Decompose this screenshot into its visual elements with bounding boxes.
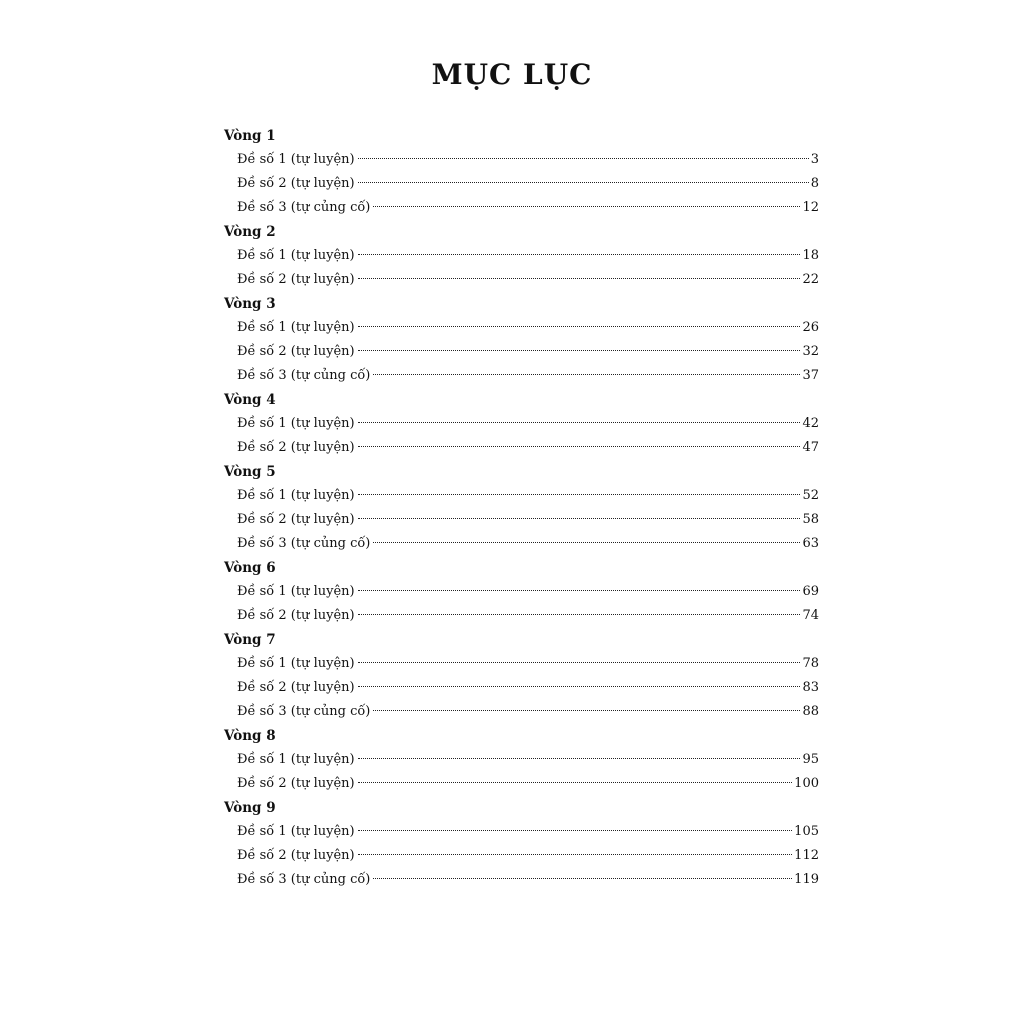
toc-entry[interactable] [224,412,819,436]
toc-entry-label: Đề số 1 (tự luyện) [237,824,355,839]
round-section [224,724,819,796]
toc-entry-page-number: 83 [802,680,819,695]
toc-entry-label: Đề số 1 (tự luyện) [237,320,355,335]
round-heading: Vòng 3 [224,296,276,312]
dot-leader [358,854,793,855]
dot-leader [358,518,801,519]
toc-entry-label: Đề số 2 (tự luyện) [237,776,355,791]
dot-leader [358,662,801,663]
toc-entry-label: Đề số 2 (tự luyện) [237,344,355,359]
dot-leader [358,782,793,783]
toc-entry-page-number: 22 [802,272,819,287]
toc-entry-label: Đề số 1 (tự luyện) [237,488,355,503]
round-section [224,292,819,388]
toc-entry-label: Đề số 1 (tự luyện) [237,248,355,263]
round-heading: Vòng 2 [224,224,276,240]
toc-entry-page-number: 37 [802,368,819,383]
toc-entry[interactable] [224,772,819,796]
round-heading: Vòng 5 [224,464,276,480]
toc-entry[interactable] [224,604,819,628]
toc-entry-label: Đề số 2 (tự luyện) [237,848,355,863]
round-section [224,388,819,460]
round-section [224,796,819,892]
toc-entry-label: Đề số 3 (tự củng cố) [237,200,371,215]
toc-entry[interactable] [224,148,819,172]
toc-entry-label: Đề số 3 (tự củng cố) [237,872,371,887]
toc-entry-page-number: 52 [802,488,819,503]
round-section [224,460,819,556]
toc-entry-label: Đề số 2 (tự luyện) [237,680,355,695]
toc-entry-label: Đề số 1 (tự luyện) [237,656,355,671]
toc-entry[interactable] [224,868,819,892]
toc-entry-page-number: 119 [794,872,819,887]
toc-entry[interactable] [224,820,819,844]
dot-leader [358,494,801,495]
round-heading: Vòng 7 [224,632,276,648]
toc-entry-page-number: 3 [810,152,819,167]
round-section [224,220,819,292]
toc-entry-page-number: 63 [802,536,819,551]
toc-entry-page-number: 88 [802,704,819,719]
toc-entry-label: Đề số 2 (tự luyện) [237,272,355,287]
toc-entry-page-number: 112 [794,848,819,863]
toc-entry[interactable] [224,484,819,508]
toc-entry-label: Đề số 2 (tự luyện) [237,608,355,623]
dot-leader [358,158,809,159]
toc-entry-label: Đề số 1 (tự luyện) [237,584,355,599]
dot-leader [358,830,793,831]
toc-entry[interactable] [224,676,819,700]
page-title: MỤC LỤC [431,58,593,91]
round-heading: Vòng 6 [224,560,276,576]
table-of-contents [224,124,819,892]
toc-entry[interactable] [224,364,819,388]
dot-leader [373,542,800,543]
toc-entry[interactable] [224,844,819,868]
toc-entry-page-number: 95 [802,752,819,767]
toc-entry-page-number: 18 [802,248,819,263]
dot-leader [358,446,801,447]
dot-leader [358,686,801,687]
toc-entry-page-number: 26 [802,320,819,335]
dot-leader [358,326,801,327]
toc-entry[interactable] [224,652,819,676]
toc-entry-page-number: 74 [802,608,819,623]
toc-entry-label: Đề số 1 (tự luyện) [237,416,355,431]
toc-entry[interactable] [224,196,819,220]
toc-entry[interactable] [224,532,819,556]
round-heading: Vòng 1 [224,128,276,144]
toc-entry-label: Đề số 2 (tự luyện) [237,440,355,455]
round-section [224,556,819,628]
toc-entry[interactable] [224,340,819,364]
dot-leader [358,182,809,183]
toc-entry[interactable] [224,316,819,340]
toc-entry-label: Đề số 3 (tự củng cố) [237,536,371,551]
dot-leader [373,710,800,711]
dot-leader [358,350,801,351]
toc-entry[interactable] [224,508,819,532]
toc-entry-label: Đề số 3 (tự củng cố) [237,704,371,719]
round-heading: Vòng 9 [224,800,276,816]
toc-entry-page-number: 42 [802,416,819,431]
round-heading: Vòng 4 [224,392,276,408]
toc-entry-page-number: 12 [802,200,819,215]
toc-entry-label: Đề số 2 (tự luyện) [237,512,355,527]
toc-entry[interactable] [224,580,819,604]
toc-entry-page-number: 100 [794,776,819,791]
dot-leader [358,590,801,591]
toc-entry-page-number: 69 [802,584,819,599]
toc-entry-page-number: 78 [802,656,819,671]
dot-leader [358,758,801,759]
toc-entry[interactable] [224,172,819,196]
toc-entry-page-number: 8 [810,176,819,191]
toc-entry-page-number: 47 [802,440,819,455]
toc-entry-page-number: 32 [802,344,819,359]
toc-entry-label: Đề số 3 (tự củng cố) [237,368,371,383]
toc-entry-page-number: 58 [802,512,819,527]
round-section [224,628,819,724]
toc-entry[interactable] [224,436,819,460]
toc-entry[interactable] [224,244,819,268]
toc-entry-page-number: 105 [794,824,819,839]
round-section [224,124,819,220]
toc-entry[interactable] [224,748,819,772]
dot-leader [373,878,792,879]
toc-entry-label: Đề số 1 (tự luyện) [237,752,355,767]
dot-leader [358,614,801,615]
toc-entry[interactable] [224,268,819,292]
toc-entry[interactable] [224,700,819,724]
dot-leader [358,422,801,423]
toc-entry-label: Đề số 1 (tự luyện) [237,152,355,167]
round-heading: Vòng 8 [224,728,276,744]
dot-leader [373,374,800,375]
dot-leader [358,278,801,279]
dot-leader [373,206,800,207]
toc-entry-label: Đề số 2 (tự luyện) [237,176,355,191]
dot-leader [358,254,801,255]
